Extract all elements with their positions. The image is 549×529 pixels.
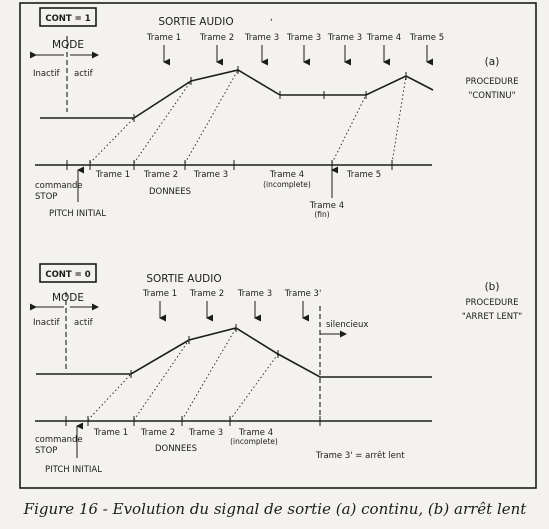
sortie-audio-b: SORTIE AUDIO <box>146 273 222 285</box>
outer-frame <box>20 3 536 488</box>
donnees-a: DONNEES <box>148 187 192 197</box>
actif-b: actif <box>74 318 93 328</box>
signal-curve-a <box>40 70 433 118</box>
trame3-note-b: Trame 3' = arrêt lent <box>316 451 405 461</box>
data-frame-b-3: Trame 3 <box>188 428 224 438</box>
stop-a: STOP <box>35 192 58 202</box>
panel-letter-b: (b) <box>484 281 500 293</box>
stop-b: STOP <box>35 446 58 456</box>
output-frame-a-3: Trame 3 <box>244 33 280 43</box>
procedure-a-line2: "CONTINU" <box>468 91 516 101</box>
data-frame-b-1: Trame 1 <box>93 428 129 438</box>
silencieux-b: silencieux <box>326 320 369 330</box>
data-frame-a-1: Trame 1 <box>95 170 131 180</box>
output-arrows-a <box>164 45 427 62</box>
output-frame-a-2: Trame 2 <box>199 33 235 43</box>
signal-ticks-b <box>131 324 278 378</box>
panel-b <box>33 264 522 475</box>
fin-label-a: (fin) <box>314 210 330 219</box>
output-frame-b-4: Trame 3' <box>284 289 322 299</box>
data-frame-a-3: Trame 3 <box>193 170 229 180</box>
pitch-initial-b: PITCH INITIAL <box>45 465 102 475</box>
procedure-b-line1: PROCEDURE <box>465 298 519 308</box>
signal-ticks-a <box>134 66 406 122</box>
incomplete-a: (incomplete) <box>263 180 311 189</box>
signal-curve-b <box>36 328 432 377</box>
inactif-a: Inactif <box>33 69 60 79</box>
data-frame-a-4: Trame 4 <box>269 170 305 180</box>
output-frame-b-1: Trame 1 <box>142 289 178 299</box>
output-arrows-b <box>160 301 303 318</box>
cont-label-a: CONT = 1 <box>45 14 91 24</box>
procedure-a-line1: PROCEDURE <box>465 77 519 87</box>
output-frame-b-3: Trame 3 <box>237 289 273 299</box>
output-frame-a-6: Trame 4 <box>366 33 402 43</box>
data-frame-a-5: Trame 5 <box>346 170 382 180</box>
actif-a: actif <box>74 69 93 79</box>
sortie-audio-a: SORTIE AUDIO <box>158 16 234 28</box>
procedure-b-line2: "ARRET LENT" <box>461 312 523 322</box>
cont-label-b: CONT = 0 <box>45 270 91 280</box>
output-frame-a-7: Trame 5 <box>409 33 445 43</box>
incomplete-b: (incomplete) <box>230 437 278 446</box>
data-frame-b-2: Trame 2 <box>140 428 176 438</box>
output-frame-b-2: Trame 2 <box>189 289 225 299</box>
data-frame-b-4: Trame 4 <box>238 428 274 438</box>
panel-letter-a: (a) <box>484 56 500 68</box>
pitch-initial-a: PITCH INITIAL <box>49 209 106 219</box>
inactif-b: Inactif <box>33 318 60 328</box>
data-frame-a-2: Trame 2 <box>143 170 179 180</box>
tick-mark-a: , <box>270 13 273 23</box>
figure-caption: Figure 16 - Evolution du signal de sortie (a) continu, (b) arrêt lent <box>23 500 527 518</box>
mode-b: MODE <box>51 292 85 304</box>
commande-a: commande <box>35 181 83 191</box>
panel-a <box>33 8 519 219</box>
output-frame-a-4: Trame 3 <box>286 33 322 43</box>
donnees-b: DONNEES <box>154 444 198 454</box>
output-frame-a-5: Trame 3 <box>327 33 363 43</box>
mode-a: MODE <box>51 39 85 51</box>
trame4-fin-label-a: Trame 4 <box>309 201 345 211</box>
commande-b: commande <box>35 435 83 445</box>
output-frame-a-1: Trame 1 <box>146 33 182 43</box>
